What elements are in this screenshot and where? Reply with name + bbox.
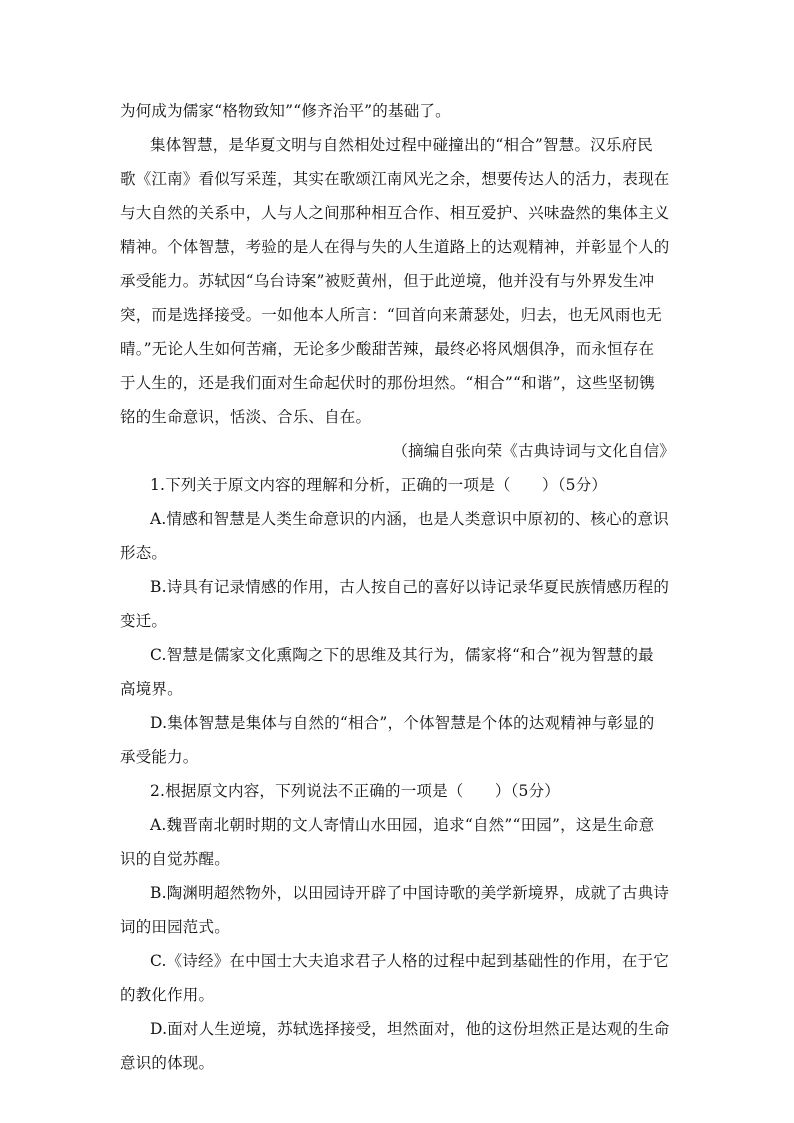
question-2-option-c: C.《诗经》在中国士大夫追求君子人格的过程中起到基础性的作用，在于它: [150, 952, 670, 970]
question-2-option-a-cont: 识的自觉苏醒。: [120, 850, 230, 868]
passage-line: 铭的生命意识，恬淡、合乐、自在。: [120, 408, 372, 426]
passage-line: 于人生的，还是我们面对生命起伏时的那份坦然。“相合”“和谐”，这些坚韧镌: [120, 374, 655, 392]
passage-paragraph-start: 集体智慧，是华夏文明与自然相处过程中碰撞出的“相合”智慧。汉乐府民: [150, 136, 653, 154]
passage-line: 为何成为儒家“格物致知”“修齐治平”的基础了。: [120, 102, 451, 120]
question-1-option-b-cont: 变迁。: [120, 612, 168, 630]
question-1-option-b: B.诗具有记录情感的作用，古人按自己的喜好以诗记录华夏民族情感历程的: [150, 578, 670, 596]
question-1-option-c: C.智慧是儒家文化熏陶之下的思维及其行为，儒家将“和合”视为智慧的最: [150, 646, 654, 664]
question-2-option-d-cont: 意识的体现。: [120, 1054, 215, 1072]
passage-line: 承受能力。苏轼因“乌台诗案”被贬黄州，但于此逆境，他并没有与外界发生冲: [120, 272, 655, 290]
question-2-option-b-cont: 词的田园范式。: [120, 918, 230, 936]
question-2-option-c-cont: 的教化作用。: [120, 986, 215, 1004]
question-2-option-a: A.魏晋南北朝时期的文人寄情山水田园，追求“自然”“田园”，这是生命意: [150, 816, 655, 834]
passage-source: （摘编自张向荣《古典诗词与文化自信》: [392, 442, 675, 460]
question-1-option-a-cont: 形态。: [120, 544, 168, 562]
passage-line: 精神。个体智慧，考验的是人在得与失的人生道路上的达观精神，并彰显个人的: [120, 238, 670, 256]
passage-line: 与大自然的关系中，人与人之间那种相互合作、相互爱护、兴味盎然的集体主义: [120, 204, 670, 222]
passage-line: 歌《江南》看似写采莲，其实在歌颂江南风光之余，想要传达人的活力，表现在: [120, 170, 670, 188]
question-2-stem: 2.根据原文内容，下列说法不正确的一项是（ ）（5分）: [150, 782, 561, 800]
question-1-option-c-cont: 高境界。: [120, 680, 183, 698]
question-1-stem: 1.下列关于原文内容的理解和分析，正确的一项是（ ）（5分）: [150, 476, 608, 494]
passage-line: 晴。”无论人生如何苦痛，无论多少酸甜苦辣，最终必将风烟俱净，而永恒存在: [120, 340, 655, 358]
passage-line: 突，而是选择接受。一如他本人所言：“回首向来萧瑟处，归去，也无风雨也无: [120, 306, 662, 324]
question-1-option-d-cont: 承受能力。: [120, 748, 199, 766]
question-2-option-b: B.陶渊明超然物外，以田园诗开辟了中国诗歌的美学新境界，成就了古典诗: [150, 884, 670, 902]
question-1-option-a: A.情感和智慧是人类生命意识的内涵，也是人类意识中原初的、核心的意识: [150, 510, 669, 528]
question-1-option-d: D.集体智慧是集体与自然的“相合”，个体智慧是个体的达观精神与彰显的: [150, 714, 655, 732]
question-2-option-d: D.面对人生逆境，苏轼选择接受，坦然面对，他的这份坦然正是达观的生命: [150, 1020, 670, 1038]
